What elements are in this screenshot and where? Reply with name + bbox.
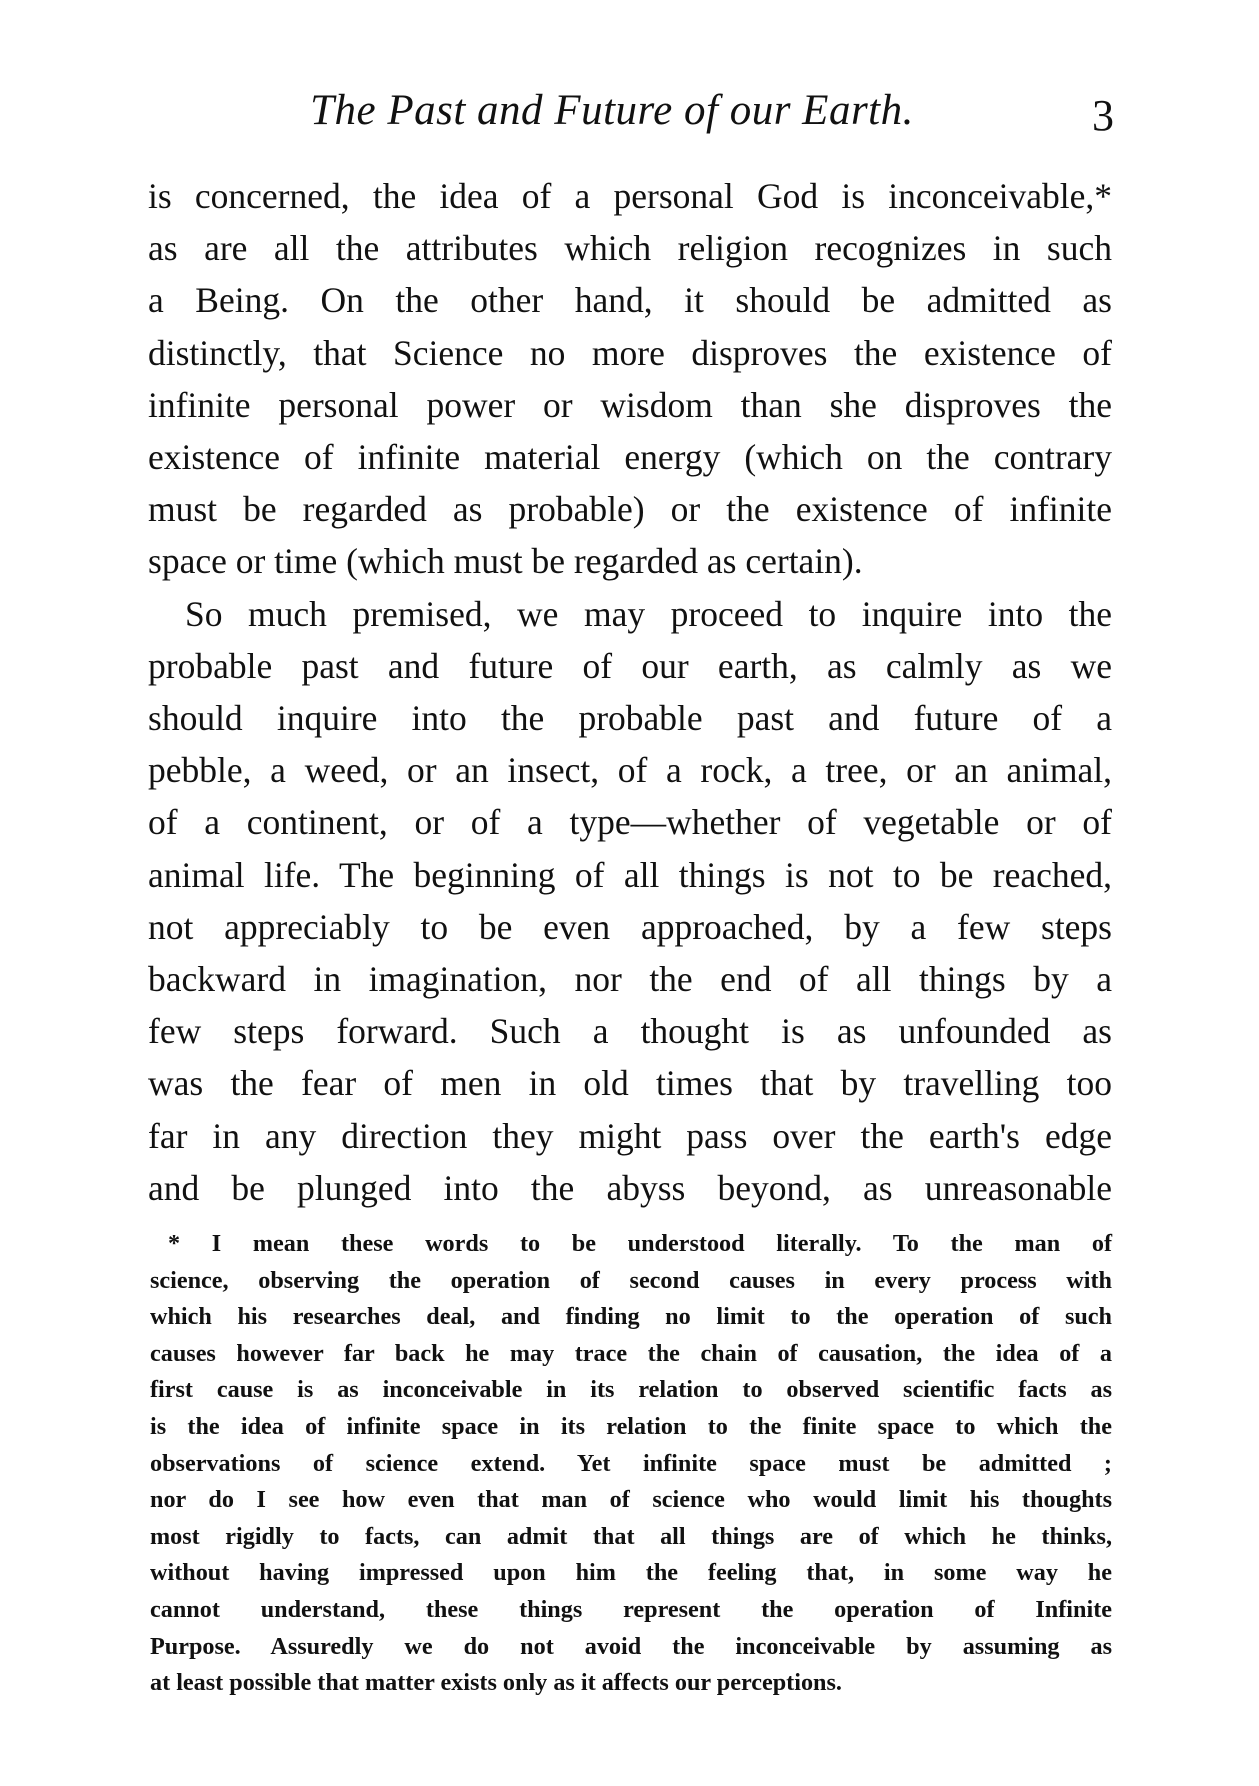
footnote-line: Purpose. Assuredly we do not avoid the inconceivable by assuming as	[150, 1632, 1112, 1660]
footnote-line: at least possible that matter exists only as it affects our perceptions.	[150, 1669, 842, 1697]
text-line: should inquire into the probable past and future of a	[148, 698, 1112, 739]
footnote-line: cannot understand, these things represent the operation of Infinite	[150, 1595, 1112, 1623]
body-text	[148, 170, 1112, 1214]
text-line: infinite personal power or wisdom than she disproves the	[148, 384, 1112, 425]
text-line: existence of infinite material energy (which on the contrary	[148, 437, 1112, 478]
footnote-line: most rigidly to facts, can admit that all things are of which he thinks,	[150, 1522, 1112, 1550]
running-title: The Past and Future of our Earth.	[310, 87, 914, 134]
running-head	[150, 86, 1114, 146]
footnote-line: is the idea of infinite space in its relation to the finite space to which the	[150, 1412, 1112, 1440]
text-line: distinctly, that Science no more disproves the existence of	[148, 332, 1112, 373]
text-line: must be regarded as probable) or the existence of infinite	[148, 489, 1112, 530]
text-line: of a continent, or of a type—whether of vegetable or of	[148, 802, 1112, 843]
footnote-line: observations of science extend. Yet infinite space must be admitted ;	[150, 1449, 1112, 1477]
text-line: probable past and future of our earth, as calmly as we	[148, 645, 1112, 686]
text-line: was the fear of men in old times that by travelling too	[148, 1063, 1112, 1104]
text-line: few steps forward. Such a thought is as unfounded as	[148, 1011, 1112, 1052]
text-line: animal life. The beginning of all things is not to be reached,	[148, 854, 1112, 895]
text-line: pebble, a weed, or an insect, of a rock, a tree, or an animal,	[148, 750, 1112, 791]
text-line: is concerned, the idea of a personal God is inconceivable,*	[148, 176, 1112, 216]
text-line: space or time (which must be regarded as certain).	[148, 541, 863, 582]
footnote-line: * I mean these words to be understood literally. To the man of	[168, 1230, 1112, 1257]
paragraph-1	[148, 170, 1112, 588]
text-line: far in any direction they might pass over the earth's edge	[148, 1115, 1112, 1156]
text-line: and be plunged into the abyss beyond, as unreasonable	[148, 1167, 1112, 1208]
footnote-line: first cause is as inconceivable in its relation to observed scientific facts as	[150, 1376, 1112, 1404]
footnote-line: science, observing the operation of second causes in every process with	[150, 1266, 1112, 1294]
footnote-line: nor do I see how even that man of science who would limit his thoughts	[150, 1486, 1112, 1514]
footnote-line: without having impressed upon him the feeling that, in some way he	[150, 1559, 1112, 1587]
footnote	[150, 1226, 1112, 1702]
footnote-line: which his researches deal, and finding no limit to the operation of such	[150, 1303, 1112, 1331]
text-line: So much premised, we may proceed to inquire into the	[185, 593, 1112, 634]
footnote-line: causes however far back he may trace the chain of causation, the idea of a	[150, 1339, 1112, 1367]
text-line: a Being. On the other hand, it should be admitted as	[148, 280, 1112, 321]
text-line: not appreciably to be even approached, by a few steps	[148, 906, 1112, 947]
text-line: backward in imagination, nor the end of all things by a	[148, 959, 1112, 1000]
paragraph-2	[148, 588, 1112, 1214]
page-number: 3	[1092, 91, 1114, 140]
text-line: as are all the attributes which religion recognizes in such	[148, 228, 1112, 269]
